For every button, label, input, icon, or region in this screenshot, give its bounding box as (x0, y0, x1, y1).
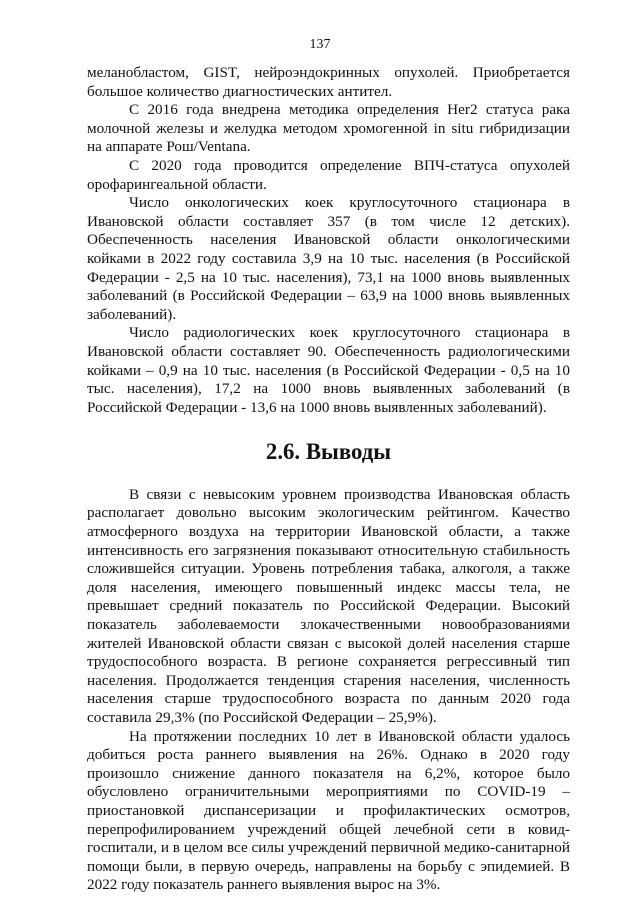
paragraph-her2-method: С 2016 года внедрена методика определения Her2 статуса рака молочной железы и желудка методом хромогенной in situ гибридизации на аппарате Рош/Ventana. (87, 101, 570, 156)
paragraph-conclusions-early-detection: На протяжении последних 10 лет в Ивановской области удалось добиться роста раннего выявления на 26%. Однако в 2020 году произошло снижение данного показателя на 6,2%, которое было обусловлено ограничительными мероприятиями по COVID-19 – приостановкой диспансеризации и профилактических осмотров, перепрофилированием учреждений общей лечебной сети в ковид-госпитали, и в целом все силы учреждений первичной медико-санитарной помощи были, в первую очередь, направлены на борьбу с эпидемией. В 2022 году показатель раннего выявления вырос на 3%. (87, 727, 570, 894)
paragraph-radiology-beds: Число радиологических коек круглосуточного стационара в Ивановской области составляет 90. Обеспеченность радиологическими койками – 0,9 на 10 тыс. населения (в Российской Федерации - 0,5 на 10 тыс. населения), 17,2 на 1000 вновь выявленных заболеваний (в Российской Федерации - 13,6 на 1000 вновь выявленных заболеваний). (87, 324, 570, 416)
paragraph-hpv-status: С 2020 года проводится определение ВПЧ-статуса опухолей орофарингеальной области. (87, 156, 570, 193)
paragraph-continuation: меланобластом, GIST, нейроэндокринных опухолей. Приобретается большое количество диагностических антител. (87, 64, 570, 100)
paragraph-conclusions-ecology: В связи с невысоким уровнем производства Ивановская область располагает довольно высоким экологическим рейтингом. Качество атмосферного воздуха на территории Ивановской области, а также интенсивность его загрязнения показывают относительную стабильность сложившейся ситуации. Уровень потребления табака, алкоголя, а также доля населения, имеющего повышенный индекс массы тела, не превышает средний показатель по Российской Федерации. Высокий показатель заболеваемости злокачественными новообразованиями жителей Ивановской области связан с высокой долей населения старше трудоспособного возраста. В регионе сохраняется регрессивный тип населения. Продолжается тенденция старения населения, численность населения старше трудоспособного возраста по данным 2020 года составила 29,3% (по Российской Федерации – 25,9%). (87, 485, 570, 726)
page-content (87, 64, 570, 895)
page-number: 137 (309, 37, 331, 52)
section-heading: 2.6. Выводы (265, 439, 392, 465)
paragraph-oncology-beds: Число онкологических коек круглосуточного стационара в Ивановской области составляет 357 (в том числе 12 детских). Обеспеченность населения Ивановской области онкологическими койками в 2022 году составила 3,9 на 10 тыс. населения (в Российской Федерации - 2,5 на 10 тыс. населения), 73,1 на 1000 вновь выявленных заболеваний (в Российской Федерации – 63,9 на 1000 вновь выявленных заболеваний). (87, 194, 570, 323)
